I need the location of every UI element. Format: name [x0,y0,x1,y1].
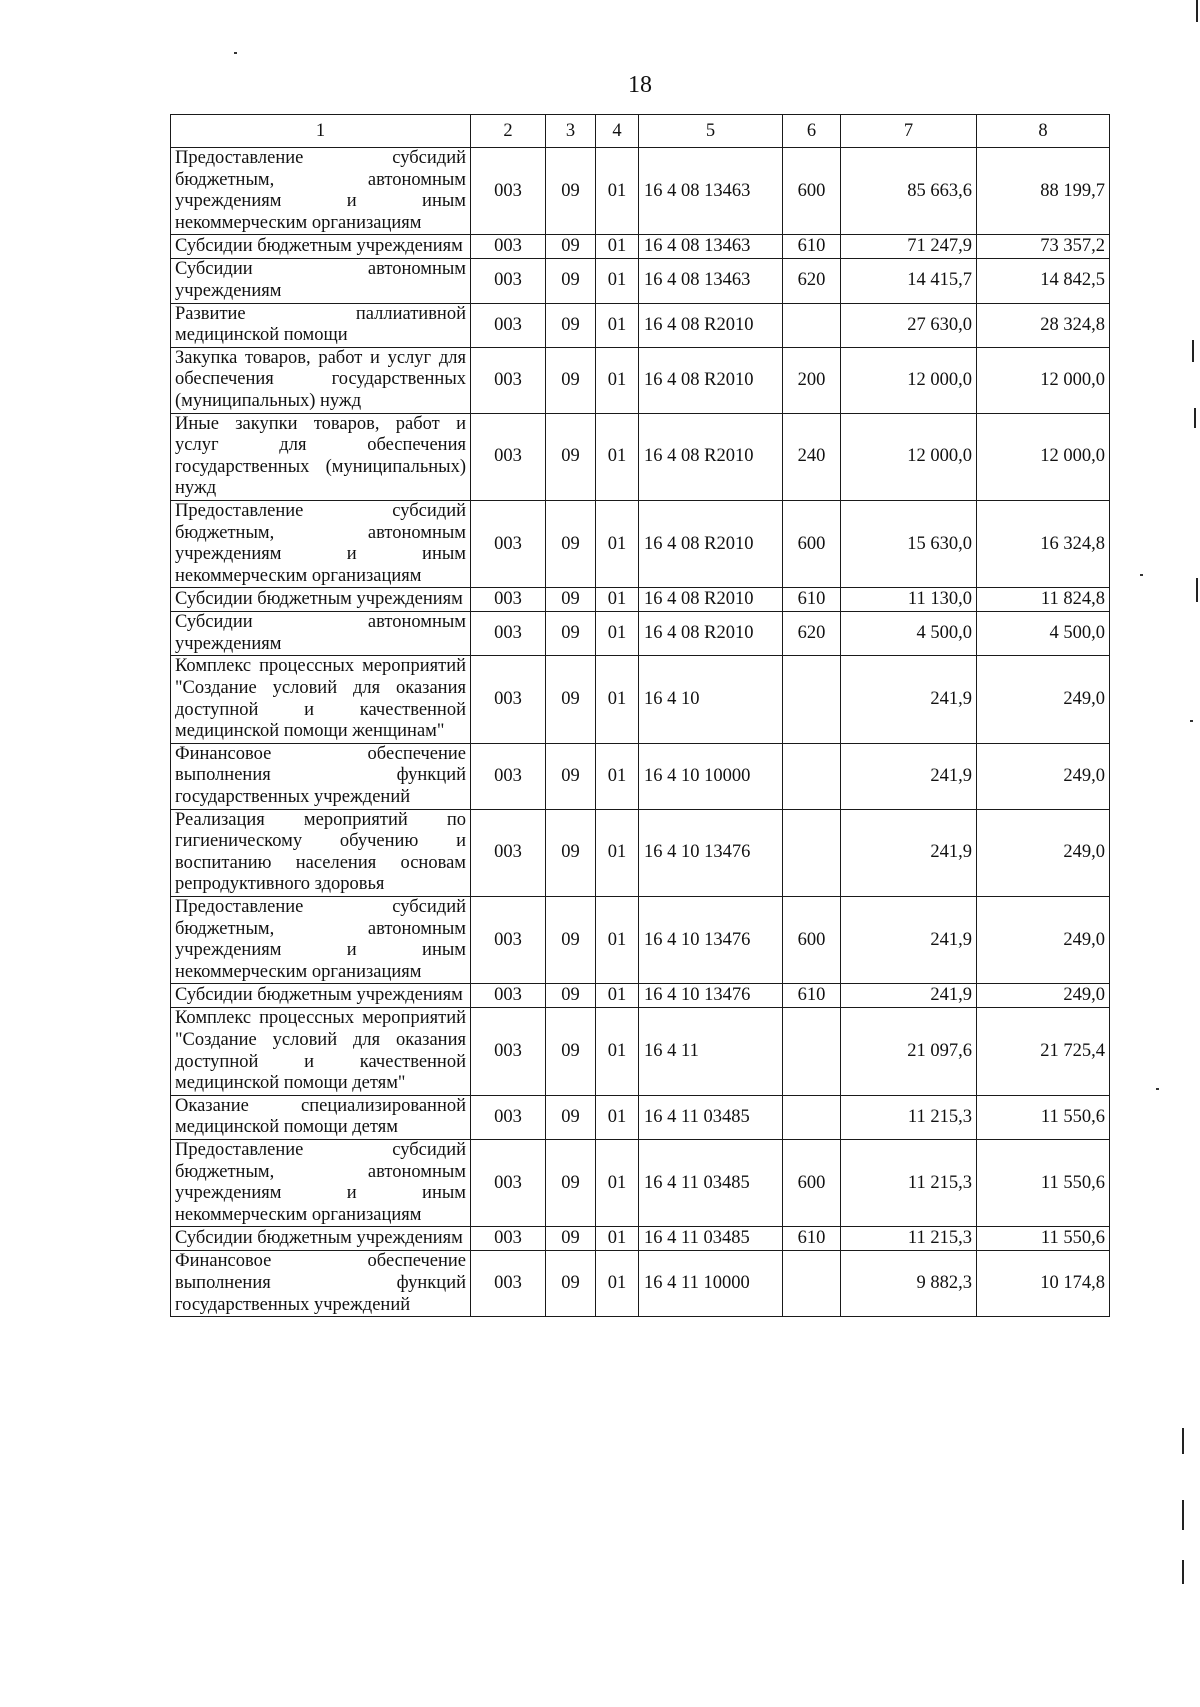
target-article-cell: 16 4 11 10000 [639,1251,783,1317]
scan-artifact [1182,1500,1184,1530]
expense-type-cell: 610 [783,235,841,259]
amount-year2-cell: 14 842,5 [977,259,1110,303]
target-article-cell: 16 4 10 [639,656,783,743]
column-header: 8 [977,115,1110,148]
amount-year1-cell: 11 215,3 [841,1227,977,1251]
table-row [171,897,1110,984]
subsection-cell: 01 [596,413,639,500]
amount-year1-cell: 11 215,3 [841,1095,977,1139]
code-cell: 003 [471,235,546,259]
section-cell: 09 [546,347,596,413]
amount-year1-cell: 12 000,0 [841,347,977,413]
amount-year2-cell: 21 725,4 [977,1008,1110,1095]
expense-type-cell [783,303,841,347]
subsection-cell: 01 [596,500,639,587]
scan-artifact [1192,340,1194,362]
amount-year1-cell: 12 000,0 [841,413,977,500]
section-cell: 09 [546,148,596,235]
expense-type-cell: 600 [783,148,841,235]
table-row [171,413,1110,500]
amount-year2-cell: 249,0 [977,984,1110,1008]
table-row [171,303,1110,347]
column-header: 3 [546,115,596,148]
section-cell: 09 [546,413,596,500]
expense-type-cell: 620 [783,259,841,303]
amount-year2-cell: 11 824,8 [977,588,1110,612]
target-article-cell: 16 4 10 10000 [639,743,783,809]
row-name-cell: Субсидии автономным учреждениям [171,612,471,656]
table-row [171,1227,1110,1251]
row-name-cell: Субсидии бюджетным учреждениям [171,588,471,612]
section-cell: 09 [546,612,596,656]
target-article-cell: 16 4 08 R2010 [639,588,783,612]
amount-year2-cell: 249,0 [977,897,1110,984]
row-name-cell: Предоставление субсидий бюджетным, автономным учреждениям и иным некоммерческим организациям [171,500,471,587]
subsection-cell: 01 [596,259,639,303]
section-cell: 09 [546,1139,596,1226]
column-header: 4 [596,115,639,148]
code-cell: 003 [471,303,546,347]
code-cell: 003 [471,1008,546,1095]
table-body [171,148,1110,1317]
amount-year1-cell: 241,9 [841,897,977,984]
row-name-cell: Субсидии бюджетным учреждениям [171,984,471,1008]
row-name-cell: Реализация мероприятий по гигиеническому обучению и воспитанию населения основам репродуктивного здоровья [171,809,471,896]
scan-artifact [1196,0,1198,22]
code-cell: 003 [471,656,546,743]
row-name-cell: Предоставление субсидий бюджетным, автономным учреждениям и иным некоммерческим организациям [171,148,471,235]
row-name-cell: Развитие паллиативной медицинской помощи [171,303,471,347]
code-cell: 003 [471,897,546,984]
row-name-cell: Предоставление субсидий бюджетным, автономным учреждениям и иным некоммерческим организациям [171,897,471,984]
subsection-cell: 01 [596,148,639,235]
amount-year1-cell: 11 215,3 [841,1139,977,1226]
section-cell: 09 [546,1251,596,1317]
table-row [171,1008,1110,1095]
table-row [171,1139,1110,1226]
expense-type-cell: 240 [783,413,841,500]
subsection-cell: 01 [596,656,639,743]
target-article-cell: 16 4 08 13463 [639,235,783,259]
subsection-cell: 01 [596,347,639,413]
column-header: 6 [783,115,841,148]
section-cell: 09 [546,984,596,1008]
code-cell: 003 [471,1227,546,1251]
row-name-cell: Субсидии бюджетным учреждениям [171,235,471,259]
amount-year1-cell: 4 500,0 [841,612,977,656]
amount-year1-cell: 14 415,7 [841,259,977,303]
amount-year2-cell: 249,0 [977,656,1110,743]
amount-year1-cell: 9 882,3 [841,1251,977,1317]
table-row [171,235,1110,259]
target-article-cell: 16 4 08 13463 [639,148,783,235]
scan-artifact [1190,720,1193,722]
section-cell: 09 [546,897,596,984]
expense-type-cell [783,656,841,743]
amount-year1-cell: 241,9 [841,656,977,743]
target-article-cell: 16 4 11 03485 [639,1095,783,1139]
scan-artifact [234,52,237,54]
code-cell: 003 [471,984,546,1008]
column-header: 5 [639,115,783,148]
table-row [171,500,1110,587]
amount-year1-cell: 71 247,9 [841,235,977,259]
section-cell: 09 [546,500,596,587]
section-cell: 09 [546,1227,596,1251]
expense-type-cell: 200 [783,347,841,413]
code-cell: 003 [471,1139,546,1226]
subsection-cell: 01 [596,1008,639,1095]
table-row [171,347,1110,413]
scan-artifact [1140,574,1143,576]
expense-type-cell [783,809,841,896]
row-name-cell: Субсидии бюджетным учреждениям [171,1227,471,1251]
amount-year1-cell: 241,9 [841,809,977,896]
scan-artifact [1156,1088,1159,1090]
expense-type-cell: 620 [783,612,841,656]
target-article-cell: 16 4 11 [639,1008,783,1095]
amount-year2-cell: 249,0 [977,809,1110,896]
code-cell: 003 [471,612,546,656]
amount-year2-cell: 12 000,0 [977,413,1110,500]
amount-year2-cell: 11 550,6 [977,1139,1110,1226]
code-cell: 003 [471,259,546,303]
page-number: 18 [628,72,652,98]
table-row [171,148,1110,235]
row-name-cell: Финансовое обеспечение выполнения функций государственных учреждений [171,1251,471,1317]
row-name-cell: Комплекс процессных мероприятий "Создание условий для оказания доступной и качественной медицинской помощи детям" [171,1008,471,1095]
row-name-cell: Комплекс процессных мероприятий "Создание условий для оказания доступной и качественной медицинской помощи женщинам" [171,656,471,743]
subsection-cell: 01 [596,1227,639,1251]
subsection-cell: 01 [596,809,639,896]
subsection-cell: 01 [596,612,639,656]
expense-type-cell: 610 [783,588,841,612]
code-cell: 003 [471,588,546,612]
table-row [171,259,1110,303]
subsection-cell: 01 [596,1095,639,1139]
expense-type-cell: 600 [783,500,841,587]
row-name-cell: Оказание специализированной медицинской помощи детям [171,1095,471,1139]
target-article-cell: 16 4 08 R2010 [639,500,783,587]
section-cell: 09 [546,303,596,347]
subsection-cell: 01 [596,1139,639,1226]
header-row [171,115,1110,148]
subsection-cell: 01 [596,897,639,984]
section-cell: 09 [546,588,596,612]
code-cell: 003 [471,347,546,413]
scan-artifact [1182,1428,1184,1454]
row-name-cell: Предоставление субсидий бюджетным, автономным учреждениям и иным некоммерческим организациям [171,1139,471,1226]
section-cell: 09 [546,235,596,259]
column-header: 2 [471,115,546,148]
expense-type-cell [783,1251,841,1317]
table-row [171,612,1110,656]
amount-year2-cell: 11 550,6 [977,1227,1110,1251]
target-article-cell: 16 4 10 13476 [639,897,783,984]
expense-type-cell [783,1008,841,1095]
amount-year1-cell: 11 130,0 [841,588,977,612]
expense-type-cell: 600 [783,897,841,984]
code-cell: 003 [471,1251,546,1317]
target-article-cell: 16 4 11 03485 [639,1139,783,1226]
code-cell: 003 [471,500,546,587]
expense-type-cell: 600 [783,1139,841,1226]
expense-type-cell: 610 [783,1227,841,1251]
subsection-cell: 01 [596,588,639,612]
code-cell: 003 [471,148,546,235]
table-row [171,588,1110,612]
target-article-cell: 16 4 08 R2010 [639,612,783,656]
amount-year2-cell: 249,0 [977,743,1110,809]
table-row [171,984,1110,1008]
subsection-cell: 01 [596,1251,639,1317]
scan-artifact [1194,408,1196,428]
amount-year1-cell: 241,9 [841,984,977,1008]
scan-artifact [1182,1560,1184,1584]
amount-year1-cell: 241,9 [841,743,977,809]
subsection-cell: 01 [596,743,639,809]
table-row [171,809,1110,896]
code-cell: 003 [471,809,546,896]
code-cell: 003 [471,743,546,809]
target-article-cell: 16 4 08 13463 [639,259,783,303]
section-cell: 09 [546,809,596,896]
scan-artifact [1196,578,1198,602]
section-cell: 09 [546,743,596,809]
section-cell: 09 [546,656,596,743]
expense-type-cell: 610 [783,984,841,1008]
amount-year1-cell: 85 663,6 [841,148,977,235]
column-header: 7 [841,115,977,148]
code-cell: 003 [471,1095,546,1139]
target-article-cell: 16 4 08 R2010 [639,413,783,500]
amount-year2-cell: 11 550,6 [977,1095,1110,1139]
target-article-cell: 16 4 10 13476 [639,809,783,896]
row-name-cell: Финансовое обеспечение выполнения функций государственных учреждений [171,743,471,809]
row-name-cell: Иные закупки товаров, работ и услуг для обеспечения государственных (муниципальных) нужд [171,413,471,500]
expense-type-cell [783,1095,841,1139]
amount-year1-cell: 21 097,6 [841,1008,977,1095]
subsection-cell: 01 [596,984,639,1008]
section-cell: 09 [546,259,596,303]
section-cell: 09 [546,1095,596,1139]
table-row [171,1251,1110,1317]
section-cell: 09 [546,1008,596,1095]
budget-allocation-table [170,114,1110,1317]
target-article-cell: 16 4 11 03485 [639,1227,783,1251]
target-article-cell: 16 4 08 R2010 [639,347,783,413]
amount-year2-cell: 4 500,0 [977,612,1110,656]
amount-year2-cell: 10 174,8 [977,1251,1110,1317]
column-header: 1 [171,115,471,148]
code-cell: 003 [471,413,546,500]
target-article-cell: 16 4 10 13476 [639,984,783,1008]
table-row [171,743,1110,809]
amount-year2-cell: 12 000,0 [977,347,1110,413]
row-name-cell: Закупка товаров, работ и услуг для обеспечения государственных (муниципальных) нужд [171,347,471,413]
amount-year1-cell: 15 630,0 [841,500,977,587]
expense-type-cell [783,743,841,809]
table-row [171,1095,1110,1139]
table-row [171,656,1110,743]
subsection-cell: 01 [596,235,639,259]
amount-year2-cell: 88 199,7 [977,148,1110,235]
amount-year1-cell: 27 630,0 [841,303,977,347]
amount-year2-cell: 28 324,8 [977,303,1110,347]
amount-year2-cell: 16 324,8 [977,500,1110,587]
subsection-cell: 01 [596,303,639,347]
row-name-cell: Субсидии автономным учреждениям [171,259,471,303]
amount-year2-cell: 73 357,2 [977,235,1110,259]
target-article-cell: 16 4 08 R2010 [639,303,783,347]
